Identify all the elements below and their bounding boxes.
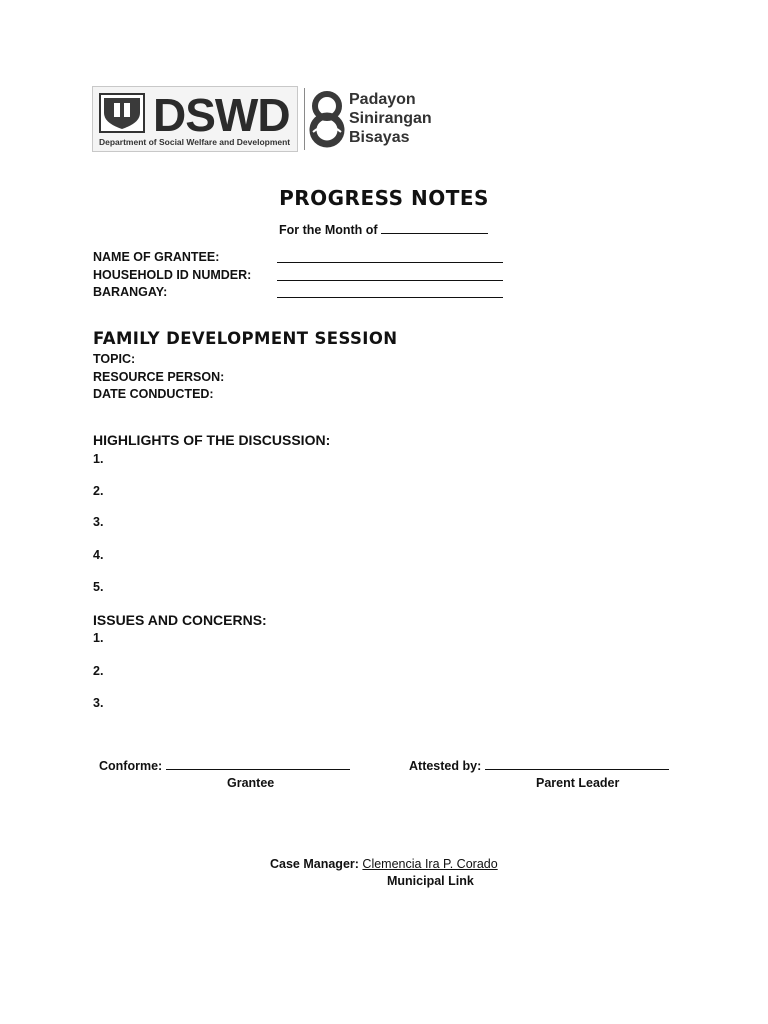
program-line-3: Bisayas xyxy=(349,129,410,146)
issue-item-3: 3. xyxy=(93,696,104,710)
barangay-blank[interactable] xyxy=(277,297,503,298)
conforme-label: Conforme: xyxy=(99,759,163,773)
highlights-heading: HIGHLIGHTS OF THE DISCUSSION: xyxy=(93,432,331,448)
month-label: For the Month of xyxy=(279,223,378,237)
program-line-1: Padayon xyxy=(349,91,416,108)
page-title: PROGRESS NOTES xyxy=(279,186,489,210)
highlight-item-3: 3. xyxy=(93,515,104,529)
highlight-item-1: 1. xyxy=(93,452,104,466)
household-id-label: HOUSEHOLD ID NUMDER: xyxy=(93,268,252,282)
grantee-name-label: NAME OF GRANTEE: xyxy=(93,250,220,264)
highlight-item-5: 5. xyxy=(93,580,104,594)
month-field xyxy=(279,223,488,237)
grantee-name-blank[interactable] xyxy=(277,262,503,263)
program-name xyxy=(349,90,432,147)
attested-signature-line[interactable] xyxy=(485,769,669,770)
dswd-full-name: Department of Social Welfare and Development xyxy=(99,137,291,147)
fds-date-label: DATE CONDUCTED: xyxy=(93,387,214,401)
highlight-item-4: 4. xyxy=(93,548,104,562)
fds-heading: FAMILY DEVELOPMENT SESSION xyxy=(93,329,398,348)
fds-resource-person-label: RESOURCE PERSON: xyxy=(93,370,225,384)
attested-role: Parent Leader xyxy=(536,776,620,790)
case-manager-role: Municipal Link xyxy=(387,874,474,888)
logo-divider xyxy=(304,88,305,150)
conforme-signature-line[interactable] xyxy=(166,769,350,770)
case-manager-field xyxy=(270,857,498,871)
issue-item-2: 2. xyxy=(93,664,104,678)
highlight-item-2: 2. xyxy=(93,484,104,498)
barangay-label: BARANGAY: xyxy=(93,285,168,299)
case-manager-label: Case Manager: xyxy=(270,857,359,871)
conforme-role: Grantee xyxy=(227,776,275,790)
attested-field xyxy=(409,759,669,773)
issue-item-1: 1. xyxy=(93,631,104,645)
header-logos xyxy=(92,86,442,152)
household-id-blank[interactable] xyxy=(277,280,503,281)
padayon-emblem-icon xyxy=(308,90,346,148)
dswd-wordmark: DSWD xyxy=(153,89,290,141)
program-line-2: Sinirangan xyxy=(349,110,432,127)
conforme-field xyxy=(99,759,350,773)
month-blank[interactable] xyxy=(381,233,488,234)
case-manager-name: Clemencia Ira P. Corado xyxy=(362,857,498,871)
issues-heading: ISSUES AND CONCERNS: xyxy=(93,612,267,628)
attested-label: Attested by: xyxy=(409,759,482,773)
dswd-logo xyxy=(92,86,298,152)
fds-topic-label: TOPIC: xyxy=(93,352,136,366)
dswd-emblem-icon xyxy=(99,93,145,133)
